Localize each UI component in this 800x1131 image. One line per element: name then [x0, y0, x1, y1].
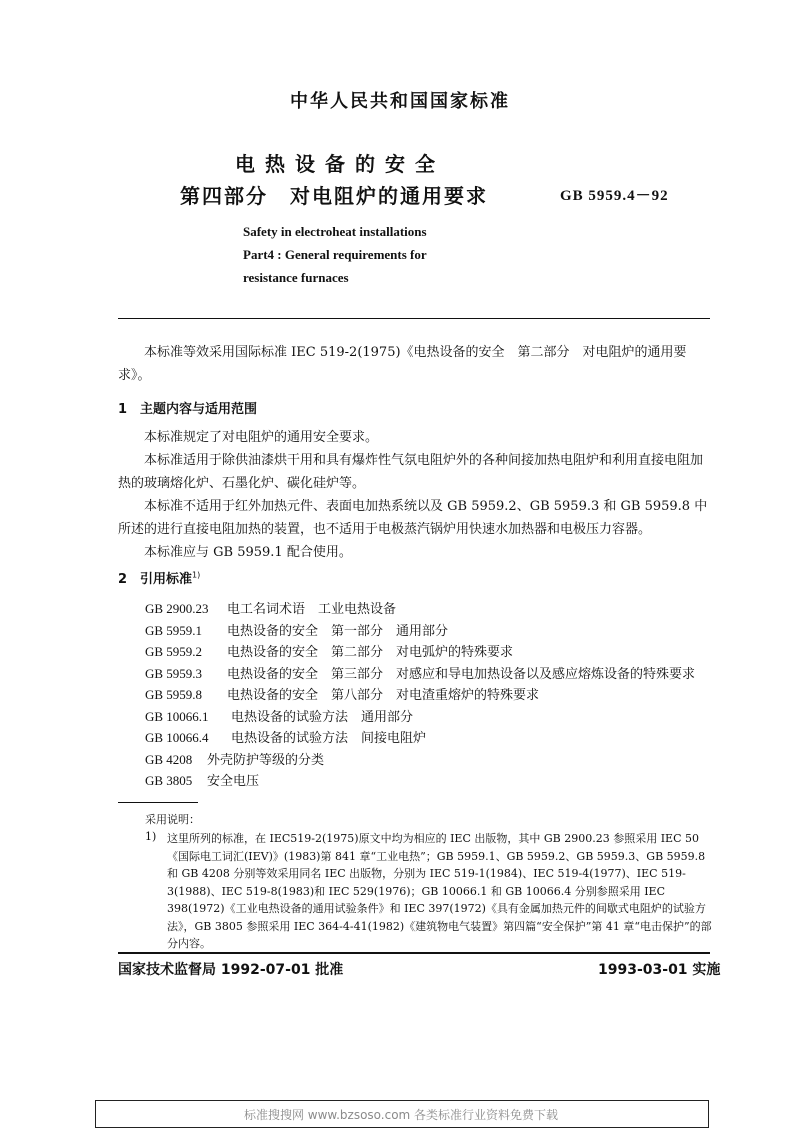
- reference-title: 安全电压: [207, 774, 260, 789]
- section2-heading-text: 2 引用标准: [118, 572, 193, 587]
- reference-item: [145, 770, 259, 789]
- reference-item: [145, 663, 695, 682]
- english-title-line3: resistance furnaces: [243, 270, 349, 285]
- reference-code: GB 4208: [145, 752, 193, 767]
- section1-heading: 1 主题内容与适用范围: [118, 402, 258, 417]
- section1-paragraph: 本标准规定了对电阻炉的通用安全要求。: [144, 430, 379, 445]
- adoption-note-text: 这里所列的标准，在 IEC519-2(1975)原文中均为相应的 IEC 出版物，其中 GB 2900.23 参照采用 IEC 50《国际电工词汇(IEV)》(1983)第 841 章“工业电热”；GB 5959.1、GB 5959.2、GB 5959.3、GB 5959.8 和 GB 4208 分别等效采用同名 IEC 出版物，分别为 IEC 519-1(1984)、IEC 519-4(1977)、IEC 519-3(1988)、IEC 519-8(1983)和 IEC 529(1976)；GB 10066.1 和 GB 10066.4 分别参照采用 IEC 398(1972)《工业电热设备的通用试验条件》和 IEC 397(1972)《具有金属加热元件的间歇式电阻炉的试验方法》，GB 3805 参照采用 IEC 364-4-41(1982)《建筑物电气装置》第四篇“安全保护”第 41 章“电击保护”的部分内容。: [167, 832, 712, 950]
- reference-item: [145, 684, 539, 703]
- reference-title: 电热设备的安全 第三部分 对感应和导电加热设备以及感应熔炼设备的特殊要求: [227, 667, 696, 682]
- document-title-line1: 电热设备的安全: [235, 152, 445, 176]
- reference-title: 电热设备的试验方法 间接电阻炉: [231, 731, 427, 746]
- watermark-text: 标准搜搜网 www.bzsoso.com 各类标准行业资料免费下载: [243, 1108, 559, 1122]
- footnote-marker: 1): [192, 570, 201, 580]
- reference-item: [145, 706, 413, 725]
- approval-line: 国家技术监督局 1992-07-01 批准: [118, 962, 344, 978]
- reference-code: GB 5959.2: [145, 644, 203, 659]
- reference-code: GB 10066.1: [145, 709, 209, 724]
- reference-item: [145, 598, 396, 617]
- title-divider: [118, 318, 710, 319]
- section1-paragraph: 本标准应与 GB 5959.1 配合使用。: [144, 545, 352, 560]
- english-title-line2: Part4 : General requirements for: [243, 247, 427, 262]
- country-standard-header: 中华人民共和国国家标准: [290, 91, 510, 112]
- reference-item: [145, 749, 324, 768]
- reference-item: [145, 641, 513, 660]
- adoption-note-number: 1): [145, 830, 157, 843]
- reference-code: GB 3805: [145, 773, 193, 788]
- standard-number: GB 5959.4－92: [560, 188, 669, 204]
- footnote-divider: [118, 802, 198, 803]
- document-title-line2: 第四部分 对电阻炉的通用要求: [180, 184, 488, 208]
- reference-item: [145, 620, 448, 639]
- footer-divider: [118, 952, 710, 954]
- reference-code: GB 5959.1: [145, 623, 203, 638]
- reference-code: GB 2900.23: [145, 601, 209, 616]
- reference-title: 外壳防护等级的分类: [207, 753, 325, 768]
- english-title-line1: Safety in electroheat installations: [243, 224, 427, 239]
- reference-code: GB 5959.3: [145, 666, 203, 681]
- reference-code: GB 10066.4: [145, 730, 209, 745]
- intro-paragraph: 本标准等效采用国际标准 IEC 519-2(1975)《电热设备的安全 第二部分 对电阻炉的通用要求》。: [118, 345, 687, 383]
- section1-paragraph: 本标准不适用于红外加热元件、表面电加热系统以及 GB 5959.2、GB 5959.3 和 GB 5959.8 中所述的进行直接电阻加热的装置，也不适用于电极蒸汽锅炉用快速水加热器和电极压力容器。: [118, 499, 708, 537]
- reference-title: 电工名词术语 工业电热设备: [227, 602, 397, 617]
- adoption-note-label: 采用说明：: [145, 813, 200, 826]
- reference-item: [145, 727, 426, 746]
- effective-date-line: 1993-03-01 实施: [598, 962, 721, 978]
- reference-title: 电热设备的安全 第二部分 对电弧炉的特殊要求: [227, 645, 514, 660]
- section1-paragraph: 本标准适用于除供油漆烘干用和具有爆炸性气氛电阻炉外的各种间接加热电阻炉和利用直接电阻加热的玻璃熔化炉、石墨化炉、碳化硅炉等。: [118, 453, 704, 491]
- section2-heading: [118, 568, 200, 587]
- reference-title: 电热设备的安全 第八部分 对电渣重熔炉的特殊要求: [227, 688, 540, 703]
- reference-code: GB 5959.8: [145, 687, 203, 702]
- reference-title: 电热设备的试验方法 通用部分: [231, 710, 414, 725]
- reference-title: 电热设备的安全 第一部分 通用部分: [227, 624, 449, 639]
